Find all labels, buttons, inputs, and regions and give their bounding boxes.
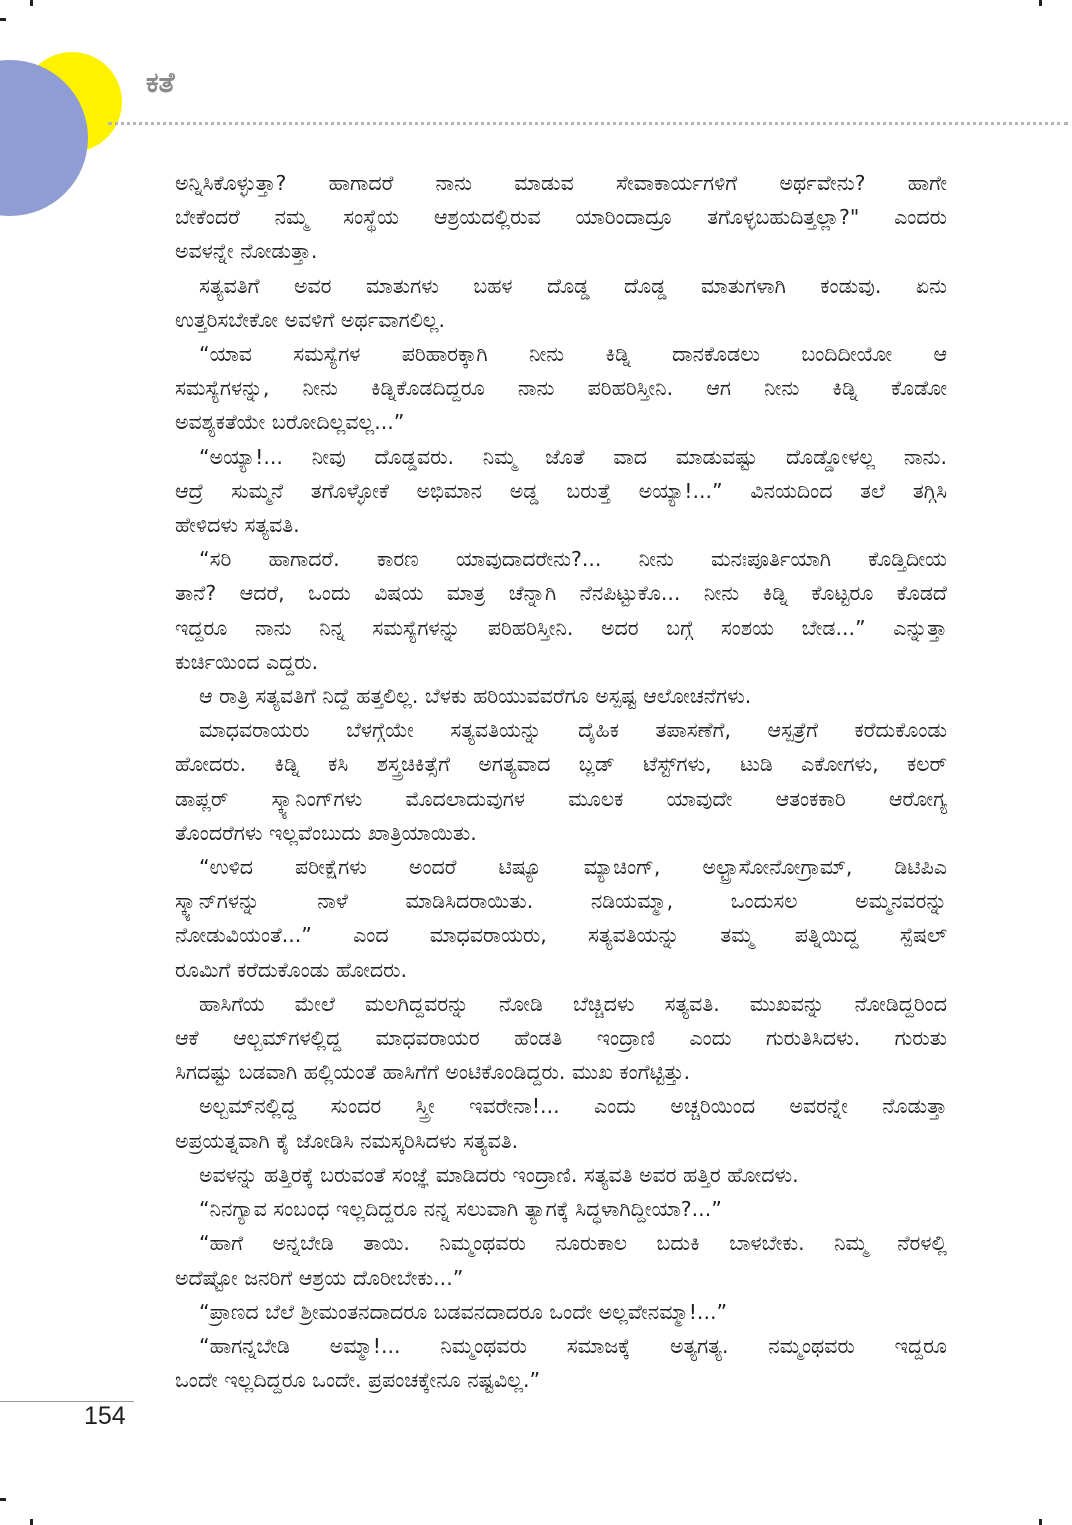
text-line: “ಸರಿ ಹಾಗಾದರೆ. ಕಾರಣ ಯಾವುದಾದರೇನು?... ನೀನು ಮನಃಪೂರ್ತಿಯಾಗಿ ಕೊಡ್ತಿದೀಯ (199, 547, 947, 572)
text-line: ಇದ್ದರೂ ನಾನು ನಿನ್ನ ಸಮಸ್ಯೆಗಳನ್ನು ಪರಿಹರಿಸ್ತೀನಿ. ಅದರ ಬಗ್ಗೆ ಸಂಶಯ ಬೇಡ...” ಎನ್ನುತ್ತಾ (175, 615, 947, 640)
text-line: ಹೋದರು. ಕಿಡ್ನಿ ಕಸಿ ಶಸ್ತ್ರಚಿಕಿತ್ಸೆಗೆ ಅಗತ್ಯವಾದ ಬ್ಲಡ್ ಟೆಸ್ಟ್‌ಗಳು, ಟುಡಿ ಎಕೋಗಳು, ಕಲರ್ (175, 752, 947, 777)
text-line: ಸಿಗದಷ್ಟು ಬಡವಾಗಿ ಹಲ್ಲಿಯಂತೆ ಹಾಸಿಗೆಗೆ ಅಂಟಿಕೊಂಡಿದ್ದರು. ಮುಖ ಕಂಗೆಟ್ಟಿತ್ತು. (175, 1060, 691, 1085)
page-number: 154 (84, 1402, 126, 1430)
text-line: ರೂಮಿಗೆ ಕರೆದುಕೊಂಡು ಹೋದರು. (175, 957, 408, 982)
text-line: “ಹಾಗನ್ನಬೇಡಿ ಅಮ್ಮಾ!... ನಿಮ್ಮಂಥವರು ಸಮಾಜಕ್ಕೆ ಅತ್ಯಗತ್ಯ. ನಮ್ಮಂಥವರು ಇದ್ದರೂ (199, 1333, 947, 1358)
text-line: ಆದ್ರೆ ಸುಮ್ಮನೆ ತಗೊಳ್ಳೋಕೆ ಅಭಿಮಾನ ಅಡ್ಡ ಬರುತ್ತೆ ಅಯ್ಯಾ!...” ವಿನಯದಿಂದ ತಲೆ ತಗ್ಗಿಸಿ (175, 478, 947, 503)
text-line: “ಅಯ್ಯಾ!... ನೀವು ದೊಡ್ಡವರು. ನಿಮ್ಮ ಜೊತೆ ವಾದ ಮಾಡುವಷ್ಟು ದೊಡ್ಡೋಳಲ್ಲ ನಾನು. (199, 444, 947, 469)
section-title: ಕತೆ (146, 66, 175, 99)
text-line: ಅಲ್ಬಮ್‌ನಲ್ಲಿದ್ದ ಸುಂದರ ಸ್ತ್ರೀ ಇವರೇನಾ!... ಎಂದು ಅಚ್ಚರಿಯಿಂದ ಅವರನ್ನೇ ನೊಡುತ್ತಾ (199, 1094, 947, 1119)
story-body-text (175, 166, 947, 1397)
text-line: ಮಾಧವರಾಯರು ಬೆಳಗ್ಗೆಯೇ ಸತ್ಯವತಿಯನ್ನು ದೈಹಿಕ ತಪಾಸಣೆಗೆ, ಆಸ್ಪತ್ರೆಗೆ ಕರೆದುಕೊಂಡು (199, 718, 947, 743)
text-line: ಅವಶ್ಯಕತೆಯೇ ಬರೋದಿಲ್ಲವಲ್ಲ...” (175, 410, 405, 435)
text-line: ಉತ್ತರಿಸಬೇಕೋ ಅವಳಿಗೆ ಅರ್ಥವಾಗಲಿಲ್ಲ. (175, 307, 445, 332)
text-line: ತೊಂದರೆಗಳು ಇಲ್ಲವೆಂಬುದು ಖಾತ್ರಿಯಾಯಿತು. (175, 820, 477, 845)
text-line: ಅನ್ನಿಸಿಕೊಳ್ಳುತ್ತಾ? ಹಾಗಾದರೆ ನಾನು ಮಾಡುವ ಸೇವಾಕಾರ್ಯಗಳಿಗೆ ಅರ್ಥವೇನು? ಹಾಗೇ (175, 171, 947, 195)
text-line: ಅದೆಷ್ಟೋ ಜನರಿಗೆ ಆಶ್ರಯ ದೊರೀಬೇಕು...” (175, 1265, 464, 1290)
text-line: “ಹಾಗೆ ಅನ್ನಬೇಡಿ ತಾಯಿ. ನಿಮ್ಮಂಥವರು ನೂರುಕಾಲ ಬದುಕಿ ಬಾಳಬೇಕು. ನಿಮ್ಮ ನೆರಳಲ್ಲಿ (199, 1231, 947, 1256)
text-line: ಡಾಪ್ಲರ್ ಸ್ಕ್ಯಾನಿಂಗ್‌ಗಳು ಮೊದಲಾದುವುಗಳ ಮೂಲಕ ಯಾವುದೇ ಆತಂಕಕಾರಿ ಆರೋಗ್ಯ (175, 786, 947, 811)
text-line: ಸ್ಕ್ಯಾನ್‌ಗಳನ್ನು ನಾಳೆ ಮಾಡಿಸಿದರಾಯಿತು. ನಡಿಯಮ್ಮಾ, ಒಂದುಸಲ ಅಮ್ಮನವರನ್ನು (175, 889, 947, 914)
text-line: ನೋಡುವಿಯಂತೆ...” ಎಂದ ಮಾಧವರಾಯರು, ಸತ್ಯವತಿಯನ್ನು ತಮ್ಮ ಪತ್ನಿಯಿದ್ದ ಸ್ಪೆಷಲ್ (175, 923, 947, 948)
text-line: ತಾನೆ? ಆದರೆ, ಒಂದು ವಿಷಯ ಮಾತ್ರ ಚೆನ್ನಾಗಿ ನೆನಪಿಟ್ಟುಕೊ... ನೀನು ಕಿಡ್ನಿ ಕೊಟ್ಟರೂ ಕೊಡದೆ (175, 581, 947, 606)
crop-mark (0, 1498, 6, 1501)
text-line: ಬೇಕೆಂದರೆ ನಮ್ಮ ಸಂಸ್ಥೆಯ ಆಶ್ರಯದಲ್ಲಿರುವ ಯಾರಿಂದಾದ್ರೂ ತಗೊಳ್ಳಬಹುದಿತ್ತಲ್ಲಾ?" ಎಂದರು (175, 205, 947, 230)
text-line: ಸಮಸ್ಯೆಗಳನ್ನು, ನೀನು ಕಿಡ್ನಿಕೊಡದಿದ್ದರೂ ನಾನು ಪರಿಹರಿಸ್ತೀನಿ. ಆಗ ನೀನು ಕಿಡ್ನಿ ಕೊಡೋ (175, 376, 947, 401)
text-line: ಆಕೆ ಆಲ್ಬಮ್‌ಗಳಲ್ಲಿದ್ದ ಮಾಧವರಾಯರ ಹೆಂಡತಿ ಇಂದ್ರಾಣಿ ಎಂದು ಗುರುತಿಸಿದಳು. ಗುರುತು (175, 1026, 947, 1051)
text-line: ಸತ್ಯವತಿಗೆ ಅವರ ಮಾತುಗಳು ಬಹಳ ದೊಡ್ಡ ದೊಡ್ಡ ಮಾತುಗಳಾಗಿ ಕಂಡುವು. ಏನು (199, 273, 947, 298)
header-dotted-rule (108, 122, 1068, 125)
text-line: “ನಿನಗ್ಯಾವ ಸಂಬಂಧ ಇಲ್ಲದಿದ್ದರೂ ನನ್ನ ಸಲುವಾಗಿ ತ್ಯಾಗಕ್ಕೆ ಸಿದ್ಧಳಾಗಿದ್ದೀಯಾ?...” (199, 1197, 722, 1222)
text-line: “ಪ್ರಾಣದ ಬೆಲೆ ಶ್ರೀಮಂತನದಾದರೂ ಬಡವನದಾದರೂ ಒಂದೇ ಅಲ್ಲವೇನಮ್ಮಾ!...” (199, 1299, 728, 1324)
text-line: ಒಂದೇ ಇಲ್ಲದಿದ್ದರೂ ಒಂದೇ. ಪ್ರಪಂಚಕ್ಕೇನೂ ನಷ್ಟವಿಲ್ಲ.” (175, 1368, 541, 1393)
text-line: ಹಾಸಿಗೆಯ ಮೇಲೆ ಮಲಗಿದ್ದವರನ್ನು ನೋಡಿ ಬೆಚ್ಚಿದಳು ಸತ್ಯವತಿ. ಮುಖವನ್ನು ನೋಡಿದ್ದರಿಂದ (199, 991, 947, 1016)
text-line: ಅಪ್ರಯತ್ನವಾಗಿ ಕೈ ಜೋಡಿಸಿ ನಮಸ್ಕರಿಸಿದಳು ಸತ್ಯವತಿ. (175, 1128, 519, 1153)
text-line: ಕುರ್ಚಿಯಿಂದ ಎದ್ದರು. (175, 649, 319, 674)
text-line: “ಯಾವ ಸಮಸ್ಯೆಗಳ ಪರಿಹಾರಕ್ಕಾಗಿ ನೀನು ಕಿಡ್ನಿ ದಾನಕೊಡಲು ಬಂದಿದೀಯೋ ಆ (199, 342, 947, 367)
crop-mark (0, 18, 6, 21)
crop-mark (30, 1519, 33, 1525)
text-line: ಅವಳನ್ನು ಹತ್ತಿರಕ್ಕೆ ಬರುವಂತೆ ಸಂಜ್ಞೆ ಮಾಡಿದರು ಇಂದ್ರಾಣಿ. ಸತ್ಯವತಿ ಅವರ ಹತ್ತಿರ ಹೋದಳು. (199, 1162, 799, 1187)
crop-mark (1039, 0, 1042, 6)
text-line: ಅವಳನ್ನೇ ನೋಡುತ್ತಾ. (175, 239, 318, 264)
crop-mark (1039, 1519, 1042, 1525)
crop-mark (30, 0, 33, 6)
text-line: ಹೇಳಿದಳು ಸತ್ಯವತಿ. (175, 513, 300, 538)
text-line: “ಉಳಿದ ಪರೀಕ್ಷೆಗಳು ಅಂದರೆ ಟಿಷ್ಯೂ ಮ್ಯಾಚಿಂಗ್, ಅಲ್ಟ್ರಾಸೋನೋಗ್ರಾಮ್, ಡಿಟಿಪಿಎ (199, 855, 947, 880)
text-line: ಆ ರಾತ್ರಿ ಸತ್ಯವತಿಗೆ ನಿದ್ದೆ ಹತ್ತಲಿಲ್ಲ. ಬೆಳಕು ಹರಿಯುವವರೆಗೂ ಅಸ್ಪಷ್ಟ ಆಲೋಚನೆಗಳು. (199, 684, 752, 709)
